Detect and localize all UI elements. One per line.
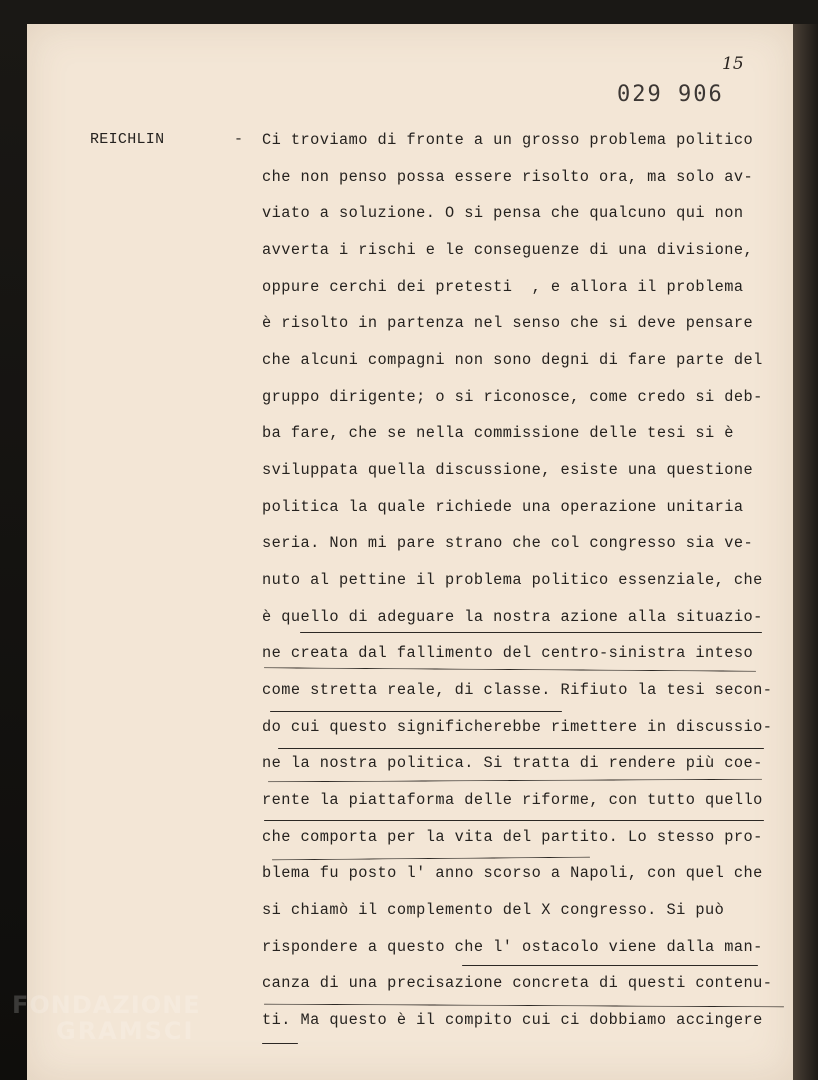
text-line: do cui questo significherebbe rimettere in discussio- (262, 718, 773, 736)
text-line: blema fu posto l' anno scorso a Napoli, con quel che (262, 864, 763, 882)
speaker-dash: - (234, 131, 244, 148)
text-line: oppure cerchi dei pretesti , e allora il problema (262, 278, 744, 296)
text-line: ne creata dal fallimento del centro-sinistra inteso (262, 644, 754, 662)
pencil-underline (300, 632, 762, 633)
text-line: si chiamò il complemento del X congresso. Si può (262, 901, 725, 919)
text-line: viato a soluzione. O si pensa che qualcuno qui non (262, 204, 744, 222)
pencil-underline (462, 965, 758, 966)
text-line: è risolto in partenza nel senso che si deve pensare (262, 314, 754, 332)
text-line: rispondere a questo che l' ostacolo viene dalla man- (262, 938, 763, 956)
text-line: che comporta per la vita del partito. Lo stesso pro- (262, 828, 763, 846)
fondazione-gramsci-watermark (12, 992, 201, 1044)
text-line: che non penso possa essere risolto ora, ma solo av- (262, 168, 754, 186)
text-line: è quello di adeguare la nostra azione alla situazio- (262, 608, 763, 626)
text-line: seria. Non mi pare strano che col congresso sia ve- (262, 534, 754, 552)
pencil-underline (270, 711, 562, 712)
text-line: Ci troviamo di fronte a un grosso problema politico (262, 131, 754, 149)
speaker-name: REICHLIN (90, 131, 165, 148)
watermark-line-2: GRAMSCI (56, 1017, 195, 1045)
text-line: nuto al pettine il problema politico essenziale, che (262, 571, 763, 589)
text-line: ti. Ma questo è il compito cui ci dobbiamo accingere (262, 1011, 763, 1029)
text-line: come stretta reale, di classe. Rifiuto la tesi secon- (262, 681, 773, 699)
text-line: avverta i rischi e le conseguenze di una divisione, (262, 241, 754, 259)
pencil-underline (262, 1043, 298, 1044)
pencil-underline (278, 748, 764, 749)
watermark-line-1: FONDAZIONE (12, 991, 201, 1019)
text-line: sviluppata quella discussione, esiste una questione (262, 461, 754, 479)
handwritten-page-number: 15 (722, 54, 744, 74)
text-line: che alcuni compagni non sono degni di fare parte del (262, 351, 763, 369)
text-line: rente la piattaforma delle riforme, con tutto quello (262, 791, 763, 809)
text-line: gruppo dirigente; o si riconosce, come credo si deb- (262, 388, 763, 406)
text-line: canza di una precisazione concreta di questi contenu- (262, 974, 773, 992)
text-line: ne la nostra politica. Si tratta di rendere più coe- (262, 754, 763, 772)
pencil-underline (264, 820, 764, 821)
archive-stamp-number: 029 906 (617, 82, 724, 107)
text-line: ba fare, che se nella commissione delle tesi si è (262, 424, 734, 442)
text-line: politica la quale richiede una operazione unitaria (262, 498, 744, 516)
